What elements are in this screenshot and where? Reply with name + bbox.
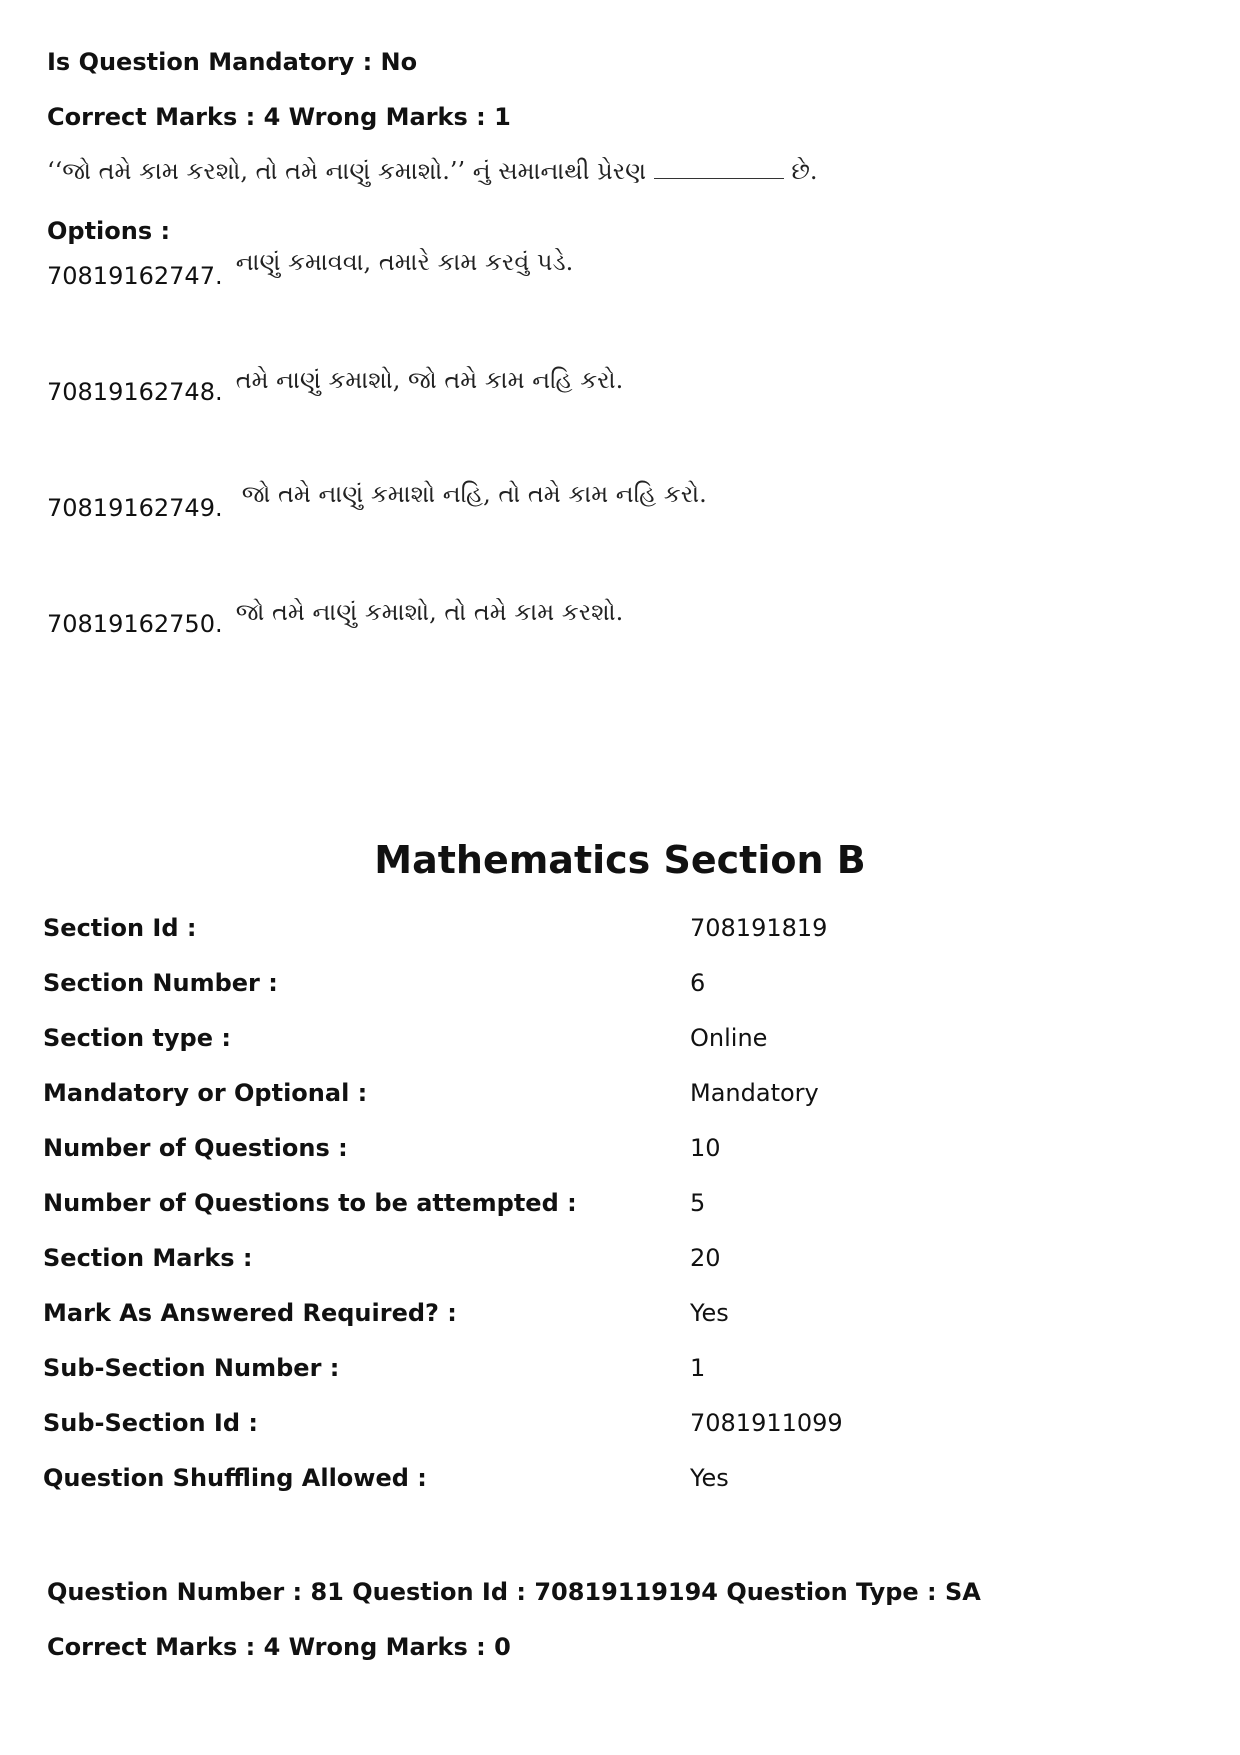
row-label: Question Shuffling Allowed : bbox=[43, 1464, 427, 1492]
row-value: Yes bbox=[690, 1464, 729, 1492]
option-item bbox=[47, 248, 574, 290]
row-value: 6 bbox=[690, 969, 706, 997]
section-title: Mathematics Section B bbox=[374, 838, 866, 882]
option-text: તમે નાણું કમાશો, જો તમે કામ નહિ કરો. bbox=[235, 366, 624, 394]
question-stem-end: છે. bbox=[791, 157, 818, 185]
question-stem-text: ‘‘જો તમે કામ કરશો, તો તમે નાણું કમાશો.’’ નું સમાનાથી પ્રેરણ bbox=[47, 157, 647, 185]
row-label: Section Marks : bbox=[43, 1244, 253, 1272]
row-label: Sub-Section Id : bbox=[43, 1409, 258, 1437]
question-mandatory-line: Is Question Mandatory : No bbox=[47, 48, 418, 76]
row-label: Section Number : bbox=[43, 969, 278, 997]
row-label: Sub-Section Number : bbox=[43, 1354, 340, 1382]
row-value: Mandatory bbox=[690, 1079, 819, 1107]
option-text: જો તમે નાણું કમાશો, તો તમે કામ કરશો. bbox=[235, 598, 624, 626]
row-value: 708191819 bbox=[690, 914, 828, 942]
row-value: 10 bbox=[690, 1134, 721, 1162]
option-item bbox=[47, 480, 707, 522]
row-label: Section Id : bbox=[43, 914, 197, 942]
question-marks-line: Correct Marks : 4 Wrong Marks : 1 bbox=[47, 103, 511, 131]
option-id: 70819162747. bbox=[47, 262, 223, 290]
option-text: જો તમે નાણું કમાશો નહિ, તો તમે કામ નહિ કરો. bbox=[241, 480, 707, 508]
row-value: 1 bbox=[690, 1354, 706, 1382]
row-label: Mandatory or Optional : bbox=[43, 1079, 368, 1107]
option-item bbox=[47, 598, 624, 638]
question-stem bbox=[47, 157, 818, 185]
row-value: 5 bbox=[690, 1189, 706, 1217]
options-label: Options : bbox=[47, 217, 171, 245]
option-text: નાણું કમાવવા, તમારે કામ કરવું પડે. bbox=[235, 248, 574, 276]
row-label: Mark As Answered Required? : bbox=[43, 1299, 457, 1327]
question-header-line: Question Number : 81 Question Id : 70819119194 Question Type : SA bbox=[47, 1578, 981, 1606]
option-id: 70819162750. bbox=[47, 610, 223, 638]
row-value: Yes bbox=[690, 1299, 729, 1327]
fill-in-blank bbox=[654, 158, 784, 179]
row-label: Number of Questions : bbox=[43, 1134, 348, 1162]
row-label: Section type : bbox=[43, 1024, 231, 1052]
row-label: Number of Questions to be attempted : bbox=[43, 1189, 577, 1217]
option-id: 70819162748. bbox=[47, 378, 223, 406]
option-id: 70819162749. bbox=[47, 494, 223, 522]
row-value: 7081911099 bbox=[690, 1409, 843, 1437]
question-marks-line: Correct Marks : 4 Wrong Marks : 0 bbox=[47, 1633, 511, 1661]
row-value: 20 bbox=[690, 1244, 721, 1272]
row-value: Online bbox=[690, 1024, 768, 1052]
option-item bbox=[47, 366, 624, 406]
